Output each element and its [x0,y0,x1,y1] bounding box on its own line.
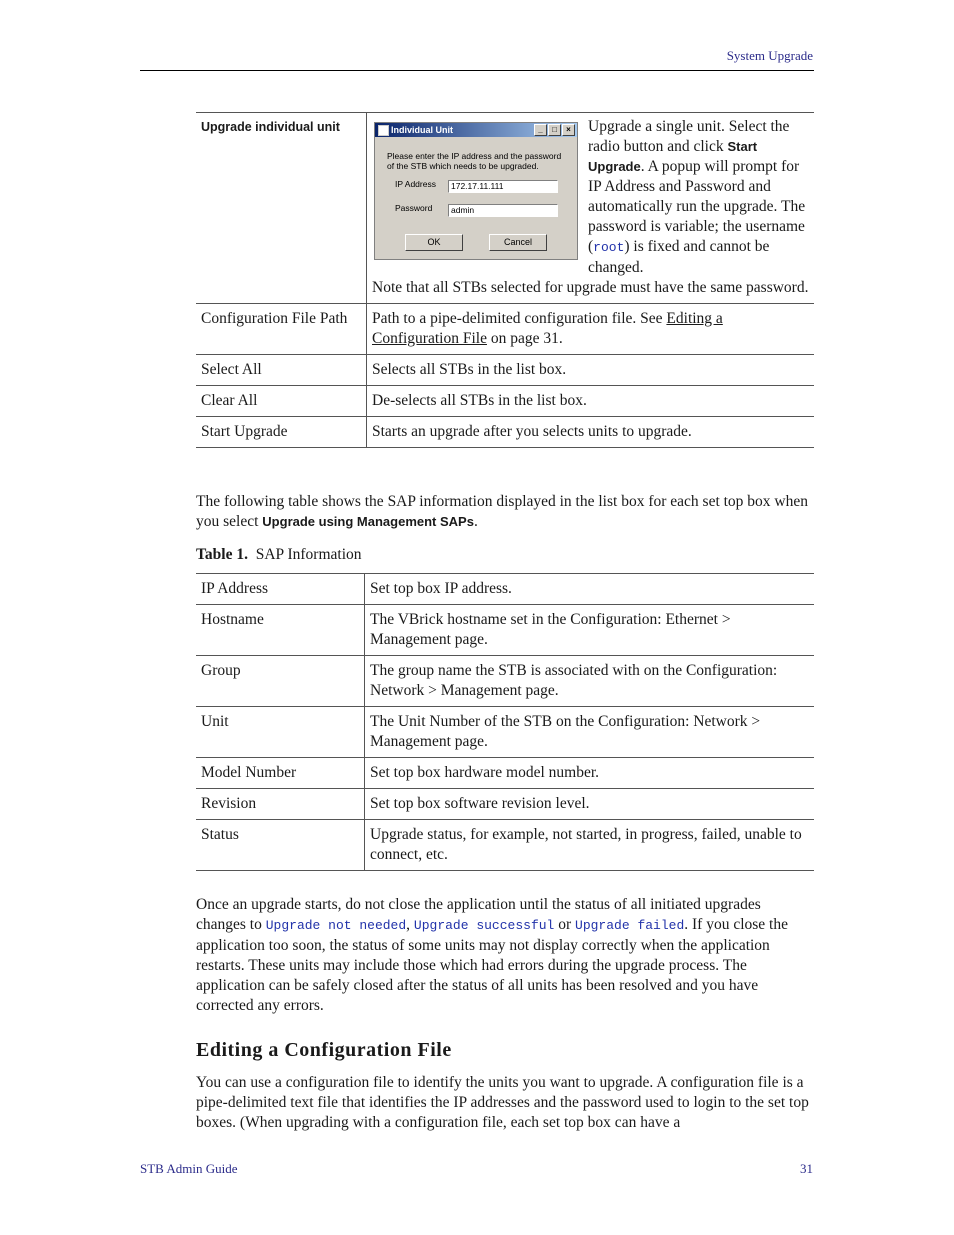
table-row [196,820,814,871]
table-row [196,707,814,758]
page-number: 31 [800,1161,813,1176]
table-row [196,656,814,707]
section-body: You can use a configuration file to identify the units you want to upgrade. A configuration file is a pipe-delimited text file that identifies the IP addresses and the password used to login to the set top boxes. (When upgrading with a configuration file, each set top box can have a [196,1074,809,1131]
password-field: admin [448,204,558,217]
intro-paragraph: The following table shows the SAP information displayed in the list box for each set top box when you select Upgrade using Management SAPs. [196,493,809,530]
editing-config-file-link[interactable]: Editing a Configuration File [372,310,723,347]
ip-address-field: 172.17.11.111 [448,180,558,193]
sap-field-name: Model Number [201,764,297,781]
running-header: System Upgrade [726,48,813,63]
table-caption-title: SAP Information [255,546,362,563]
dialog-title: Individual Unit [391,125,453,135]
upgrade-status-paragraph: Once an upgrade starts, do not close the application until the status of all initiated upgrades changes to Upgrade not needed, Upgrade successful or Upgrade failed. If you close the application too soon, the status of some units may not display correctly when the application restarts. These units may include those which had errors during the upgrade process. The application can be safely closed after the status of all units has been resolved and you have corrected any errors. [196,896,788,1014]
sap-field-name: IP Address [201,580,269,597]
option-name: Configuration File Path [201,310,348,327]
status-failed: Upgrade failed [575,918,685,933]
sap-field-desc: The VBrick hostname set in the Configuration: Ethernet > Management page. [365,605,815,656]
maximize-icon: □ [548,124,561,136]
table-row [196,758,814,789]
ip-address-label: IP Address [395,179,436,189]
upgrade-saps-ref: Upgrade using Management SAPs [262,514,474,529]
sap-information-table [196,573,814,871]
section-heading: Editing a Configuration File [196,1039,452,1061]
table-caption [196,545,362,565]
table-row [196,574,814,605]
minimize-icon: _ [534,124,547,136]
dialog-instruction: Please enter the IP address and the password of the STB which needs to be upgraded. [387,151,562,171]
ok-button: OK [405,234,463,251]
table-row [196,789,814,820]
option-description: Selects all STBs in the list box. [367,355,815,386]
table-row [196,386,814,417]
table-row [196,304,814,355]
status-successful: Upgrade successful [413,918,555,933]
option-description-text: Upgrade a single unit. Select the radio button and click Start Upgrade. A popup will prompt for IP Address and Password and automatically run the upgrade. The password is variable; the username (root) is fixed and cannot be changed. [588,118,806,276]
individual-unit-dialog-screenshot [374,122,578,260]
sap-field-desc: The Unit Number of the STB on the Configuration: Network > Management page. [365,707,815,758]
table-caption-label: Table 1. [196,546,248,563]
option-name: Clear All [201,392,258,409]
table-row [196,113,814,304]
option-description: De-selects all STBs in the list box. [367,386,815,417]
app-icon [378,125,389,136]
option-name: Select All [201,361,262,378]
sap-field-desc: Set top box IP address. [365,574,815,605]
option-description: Path to a pipe-delimited configuration file. See Editing a Configuration File on page 31. [367,304,815,355]
username-code: root [593,240,625,255]
dialog-title-bar [375,123,577,137]
sap-field-desc: Set top box hardware model number. [365,758,815,789]
table-row [196,605,814,656]
sap-field-desc: The group name the STB is associated with on the Configuration: Network > Management page. [365,656,815,707]
cancel-button: Cancel [489,234,547,251]
option-note: Note that all STBs selected for upgrade must have the same password. [372,279,809,296]
header-rule [140,70,814,71]
option-description [367,113,815,304]
sap-field-name: Revision [201,795,257,812]
options-table [196,112,814,448]
table-row [196,417,814,448]
sap-field-name: Unit [201,713,229,730]
sap-field-desc: Set top box software revision level. [365,789,815,820]
footer-title: STB Admin Guide [140,1161,238,1176]
password-label: Password [395,203,433,213]
sap-field-name: Status [201,826,239,843]
start-upgrade-ref: Start Upgrade [588,139,758,174]
option-name: Start Upgrade [201,423,288,440]
option-description: Starts an upgrade after you selects units to upgrade. [367,417,815,448]
sap-field-name: Hostname [201,611,264,628]
table-row [196,355,814,386]
option-name: Upgrade individual unit [201,120,340,134]
sap-field-desc: Upgrade status, for example, not started, in progress, failed, unable to connect, etc. [365,820,815,871]
window-controls [534,124,575,136]
sap-field-name: Group [201,662,241,679]
close-icon: × [562,124,575,136]
status-not-needed: Upgrade not needed [265,918,407,933]
